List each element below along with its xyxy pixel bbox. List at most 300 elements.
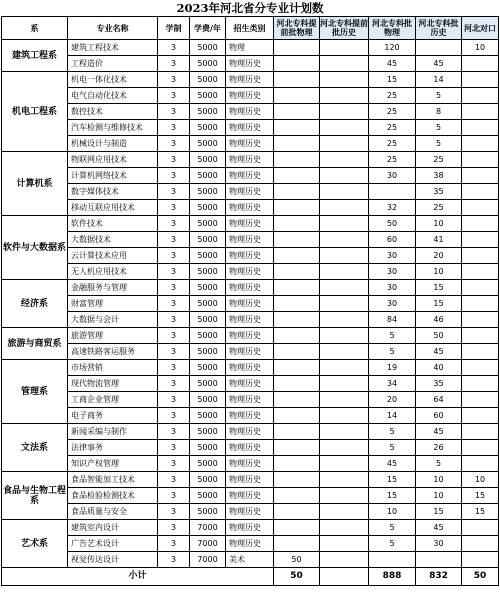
early-history-cell (320, 248, 369, 264)
fee-cell: 5000 (190, 232, 226, 248)
fee-cell: 5000 (190, 248, 226, 264)
batch-physics-cell: 30 (369, 296, 416, 312)
years-cell: 3 (158, 488, 190, 504)
table-row (2, 296, 499, 312)
years-cell: 3 (158, 280, 190, 296)
early-physics-cell (274, 376, 320, 392)
batch-physics-cell: 120 (369, 40, 416, 56)
early-history-cell (320, 232, 369, 248)
fee-cell: 5000 (190, 424, 226, 440)
years-cell: 3 (158, 296, 190, 312)
counterpart-cell (462, 440, 499, 456)
batch-physics-cell: 5 (369, 536, 416, 552)
table-row (2, 200, 499, 216)
early-physics-cell (274, 184, 320, 200)
fee-cell: 5000 (190, 152, 226, 168)
major-cell: 机械设计与制造 (68, 136, 158, 152)
table-row (2, 264, 499, 280)
batch-history-cell: 26 (416, 440, 462, 456)
fee-cell: 5000 (190, 376, 226, 392)
department-cell: 经济系 (2, 280, 68, 328)
batch-history-cell: 35 (416, 184, 462, 200)
batch-history-cell: 5 (416, 456, 462, 472)
fee-cell: 5000 (190, 280, 226, 296)
header-dept: 系 (2, 17, 68, 40)
early-physics-cell (274, 264, 320, 280)
major-cell: 建筑工程技术 (68, 40, 158, 56)
department-cell: 计算机系 (2, 152, 68, 216)
early-physics-cell (274, 440, 320, 456)
batch-physics-cell: 25 (369, 88, 416, 104)
header-fee: 学费/年 (190, 17, 226, 40)
table-row (2, 88, 499, 104)
department-cell: 建筑工程系 (2, 40, 68, 72)
department-cell: 旅游与商贸系 (2, 328, 68, 360)
major-cell: 食品质量与安全 (68, 504, 158, 520)
batch-history-cell: 35 (416, 376, 462, 392)
category-cell: 美术 (226, 552, 274, 568)
category-cell: 物理历史 (226, 168, 274, 184)
department-cell: 软件与大数据系 (2, 216, 68, 280)
batch-physics-cell: 60 (369, 232, 416, 248)
batch-physics-cell: 15 (369, 72, 416, 88)
major-cell: 高速铁路客运服务 (68, 344, 158, 360)
sheet-title: 2023年河北省分专业计划数 (176, 1, 324, 15)
category-cell: 物理历史 (226, 152, 274, 168)
major-cell: 工商企业管理 (68, 392, 158, 408)
counterpart-cell: 10 (462, 40, 499, 56)
early-physics-cell (274, 520, 320, 536)
header-early-history: 河北专科提前批历史 (320, 17, 369, 40)
counterpart-cell (462, 248, 499, 264)
early-physics-cell (274, 392, 320, 408)
header-row (2, 17, 499, 40)
counterpart-cell (462, 408, 499, 424)
years-cell: 3 (158, 232, 190, 248)
category-cell: 物理历史 (226, 200, 274, 216)
batch-history-cell: 30 (416, 536, 462, 552)
major-cell: 金融服务与管理 (68, 280, 158, 296)
years-cell: 3 (158, 136, 190, 152)
table-row (2, 424, 499, 440)
early-history-cell (320, 456, 369, 472)
batch-history-cell: 10 (416, 488, 462, 504)
fee-cell: 5000 (190, 456, 226, 472)
category-cell: 物理历史 (226, 72, 274, 88)
major-cell: 电子商务 (68, 408, 158, 424)
batch-history-cell: 50 (416, 328, 462, 344)
major-cell: 移动互联应用技术 (68, 200, 158, 216)
fee-cell: 5000 (190, 56, 226, 72)
table-row (2, 136, 499, 152)
major-cell: 汽车检测与维修技术 (68, 120, 158, 136)
years-cell: 3 (158, 328, 190, 344)
early-history-cell (320, 552, 369, 568)
fee-cell: 5000 (190, 488, 226, 504)
major-cell: 数字媒体技术 (68, 184, 158, 200)
counterpart-cell (462, 104, 499, 120)
table-body (2, 40, 499, 568)
major-cell: 新闻采编与制作 (68, 424, 158, 440)
batch-history-cell: 10 (416, 264, 462, 280)
early-physics-cell (274, 472, 320, 488)
early-history-cell (320, 56, 369, 72)
category-cell: 物理历史 (226, 376, 274, 392)
table-row (2, 40, 499, 56)
years-cell: 3 (158, 392, 190, 408)
fee-cell: 5000 (190, 392, 226, 408)
category-cell: 物理历史 (226, 360, 274, 376)
years-cell: 3 (158, 56, 190, 72)
years-cell: 3 (158, 344, 190, 360)
fee-cell: 5000 (190, 504, 226, 520)
header-major: 专业名称 (68, 17, 158, 40)
table-row (2, 312, 499, 328)
years-cell: 3 (158, 184, 190, 200)
fee-cell: 5000 (190, 88, 226, 104)
years-cell: 3 (158, 360, 190, 376)
header-early-physics: 河北专科提前批物理 (274, 17, 320, 40)
counterpart-cell (462, 120, 499, 136)
early-history-cell (320, 376, 369, 392)
category-cell: 物理历史 (226, 392, 274, 408)
early-physics-cell (274, 488, 320, 504)
counterpart-cell (462, 264, 499, 280)
batch-physics-cell: 45 (369, 56, 416, 72)
early-history-cell (320, 408, 369, 424)
table-row (2, 56, 499, 72)
early-physics-cell (274, 536, 320, 552)
years-cell: 3 (158, 504, 190, 520)
batch-physics-cell: 5 (369, 424, 416, 440)
header-category: 招生类别 (226, 17, 274, 40)
counterpart-cell: 10 (462, 472, 499, 488)
category-cell: 物理历史 (226, 456, 274, 472)
early-history-cell (320, 472, 369, 488)
fee-cell: 5000 (190, 264, 226, 280)
early-history-cell (320, 424, 369, 440)
category-cell: 物理历史 (226, 520, 274, 536)
major-cell: 旅游管理 (68, 328, 158, 344)
batch-history-cell: 60 (416, 408, 462, 424)
fee-cell: 5000 (190, 104, 226, 120)
early-history-cell (320, 344, 369, 360)
early-physics-cell (274, 104, 320, 120)
years-cell: 3 (158, 200, 190, 216)
plan-table (1, 16, 499, 586)
table-row (2, 328, 499, 344)
batch-physics-cell (369, 552, 416, 568)
early-physics-cell (274, 248, 320, 264)
batch-history-cell: 38 (416, 168, 462, 184)
years-cell: 3 (158, 216, 190, 232)
early-physics-cell (274, 232, 320, 248)
batch-history-cell: 5 (416, 120, 462, 136)
department-cell: 机电工程系 (2, 72, 68, 152)
table-row (2, 392, 499, 408)
major-cell: 机电一体化技术 (68, 72, 158, 88)
counterpart-cell (462, 88, 499, 104)
early-physics-cell (274, 168, 320, 184)
counterpart-cell (462, 424, 499, 440)
major-cell: 财富管理 (68, 296, 158, 312)
batch-physics-cell: 15 (369, 488, 416, 504)
fee-cell: 5000 (190, 136, 226, 152)
department-cell: 艺术系 (2, 520, 68, 568)
counterpart-cell (462, 152, 499, 168)
batch-history-cell: 40 (416, 360, 462, 376)
early-physics-cell (274, 456, 320, 472)
counterpart-cell (462, 168, 499, 184)
table-row (2, 472, 499, 488)
batch-history-cell (416, 552, 462, 568)
early-history-cell (320, 392, 369, 408)
early-physics-cell (274, 88, 320, 104)
table-row (2, 248, 499, 264)
major-cell: 工程造价 (68, 56, 158, 72)
batch-history-cell: 8 (416, 104, 462, 120)
early-history-cell (320, 536, 369, 552)
years-cell: 3 (158, 264, 190, 280)
batch-history-cell: 25 (416, 152, 462, 168)
table-row (2, 408, 499, 424)
batch-physics-cell: 5 (369, 328, 416, 344)
major-cell: 视觉传达设计 (68, 552, 158, 568)
total-counterpart: 50 (462, 568, 499, 586)
counterpart-cell (462, 296, 499, 312)
early-history-cell (320, 312, 369, 328)
category-cell: 物理历史 (226, 504, 274, 520)
table-row (2, 360, 499, 376)
early-history-cell (320, 504, 369, 520)
category-cell: 物理历史 (226, 104, 274, 120)
batch-physics-cell: 32 (369, 200, 416, 216)
years-cell: 3 (158, 408, 190, 424)
batch-physics-cell (369, 184, 416, 200)
category-cell: 物理历史 (226, 184, 274, 200)
table-row (2, 552, 499, 568)
batch-history-cell: 45 (416, 56, 462, 72)
counterpart-cell (462, 232, 499, 248)
years-cell: 3 (158, 120, 190, 136)
early-physics-cell (274, 504, 320, 520)
major-cell: 无人机应用技术 (68, 264, 158, 280)
batch-physics-cell: 50 (369, 216, 416, 232)
batch-physics-cell: 10 (369, 504, 416, 520)
fee-cell: 5000 (190, 40, 226, 56)
counterpart-cell (462, 328, 499, 344)
major-cell: 建筑室内设计 (68, 520, 158, 536)
counterpart-cell (462, 184, 499, 200)
batch-history-cell: 15 (416, 504, 462, 520)
counterpart-cell (462, 200, 499, 216)
table-row (2, 216, 499, 232)
early-history-cell (320, 40, 369, 56)
table-row (2, 536, 499, 552)
counterpart-cell (462, 376, 499, 392)
batch-physics-cell: 5 (369, 440, 416, 456)
fee-cell: 7000 (190, 552, 226, 568)
early-physics-cell (274, 152, 320, 168)
batch-history-cell: 45 (416, 344, 462, 360)
counterpart-cell (462, 216, 499, 232)
total-early-history (320, 568, 369, 586)
years-cell: 3 (158, 312, 190, 328)
batch-history-cell: 41 (416, 232, 462, 248)
batch-history-cell: 46 (416, 312, 462, 328)
table-row (2, 280, 499, 296)
counterpart-cell (462, 72, 499, 88)
years-cell: 3 (158, 440, 190, 456)
early-physics-cell (274, 424, 320, 440)
category-cell: 物理历史 (226, 280, 274, 296)
table-row (2, 456, 499, 472)
years-cell: 3 (158, 152, 190, 168)
counterpart-cell (462, 280, 499, 296)
batch-history-cell: 10 (416, 216, 462, 232)
table-row (2, 488, 499, 504)
early-physics-cell (274, 344, 320, 360)
batch-physics-cell: 30 (369, 168, 416, 184)
totals-label: 小计 (2, 568, 274, 586)
counterpart-cell: 15 (462, 488, 499, 504)
fee-cell: 7000 (190, 520, 226, 536)
batch-history-cell: 14 (416, 72, 462, 88)
batch-history-cell (416, 40, 462, 56)
table-row (2, 168, 499, 184)
years-cell: 3 (158, 40, 190, 56)
years-cell: 3 (158, 376, 190, 392)
years-cell: 3 (158, 168, 190, 184)
batch-physics-cell: 14 (369, 408, 416, 424)
years-cell: 3 (158, 424, 190, 440)
early-history-cell (320, 520, 369, 536)
batch-physics-cell: 34 (369, 376, 416, 392)
early-history-cell (320, 88, 369, 104)
category-cell: 物理历史 (226, 216, 274, 232)
counterpart-cell (462, 456, 499, 472)
fee-cell: 5000 (190, 184, 226, 200)
table-row (2, 520, 499, 536)
batch-physics-cell: 30 (369, 248, 416, 264)
early-physics-cell (274, 280, 320, 296)
fee-cell: 5000 (190, 168, 226, 184)
batch-physics-cell: 25 (369, 104, 416, 120)
header-years: 学制 (158, 17, 190, 40)
total-batch-history: 832 (416, 568, 462, 586)
batch-history-cell: 20 (416, 248, 462, 264)
early-physics-cell (274, 136, 320, 152)
years-cell: 3 (158, 552, 190, 568)
table-row (2, 344, 499, 360)
counterpart-cell (462, 392, 499, 408)
batch-history-cell: 64 (416, 392, 462, 408)
batch-physics-cell: 5 (369, 344, 416, 360)
batch-history-cell: 10 (416, 472, 462, 488)
early-physics-cell (274, 296, 320, 312)
department-cell: 食品与生物工程系 (2, 472, 68, 520)
header-batch-history: 河北专科批历史 (416, 17, 462, 40)
major-cell: 大数据技术 (68, 232, 158, 248)
fee-cell: 5000 (190, 360, 226, 376)
early-physics-cell (274, 312, 320, 328)
major-cell: 数控技术 (68, 104, 158, 120)
table-row (2, 152, 499, 168)
fee-cell: 5000 (190, 328, 226, 344)
major-cell: 广告艺术设计 (68, 536, 158, 552)
batch-physics-cell: 25 (369, 152, 416, 168)
early-history-cell (320, 120, 369, 136)
total-early-physics: 50 (274, 568, 320, 586)
category-cell: 物理历史 (226, 232, 274, 248)
category-cell: 物理历史 (226, 472, 274, 488)
fee-cell: 5000 (190, 200, 226, 216)
early-physics-cell (274, 200, 320, 216)
early-physics-cell (274, 120, 320, 136)
major-cell: 软件技术 (68, 216, 158, 232)
major-cell: 计算机网络技术 (68, 168, 158, 184)
department-cell: 管理系 (2, 360, 68, 424)
early-physics-cell: 50 (274, 552, 320, 568)
major-cell: 现代物流管理 (68, 376, 158, 392)
early-history-cell (320, 216, 369, 232)
table-row (2, 104, 499, 120)
counterpart-cell (462, 56, 499, 72)
early-physics-cell (274, 56, 320, 72)
fee-cell: 5000 (190, 440, 226, 456)
fee-cell: 5000 (190, 72, 226, 88)
batch-history-cell: 45 (416, 520, 462, 536)
early-history-cell (320, 72, 369, 88)
early-history-cell (320, 440, 369, 456)
counterpart-cell (462, 552, 499, 568)
table-row (2, 376, 499, 392)
fee-cell: 5000 (190, 344, 226, 360)
batch-history-cell: 5 (416, 136, 462, 152)
table-row (2, 184, 499, 200)
major-cell: 云计算技术应用 (68, 248, 158, 264)
batch-history-cell: 25 (416, 200, 462, 216)
category-cell: 物理历史 (226, 424, 274, 440)
category-cell: 物理历史 (226, 408, 274, 424)
table-row (2, 440, 499, 456)
years-cell: 3 (158, 472, 190, 488)
batch-physics-cell: 5 (369, 520, 416, 536)
counterpart-cell (462, 360, 499, 376)
category-cell: 物理 (226, 40, 274, 56)
major-cell: 市场营销 (68, 360, 158, 376)
early-history-cell (320, 488, 369, 504)
category-cell: 物理历史 (226, 264, 274, 280)
early-history-cell (320, 360, 369, 376)
years-cell: 3 (158, 88, 190, 104)
counterpart-cell (462, 312, 499, 328)
category-cell: 物理历史 (226, 88, 274, 104)
batch-history-cell: 15 (416, 296, 462, 312)
counterpart-cell: 15 (462, 504, 499, 520)
batch-physics-cell: 20 (369, 392, 416, 408)
early-history-cell (320, 104, 369, 120)
category-cell: 物理历史 (226, 536, 274, 552)
major-cell: 知识产权管理 (68, 456, 158, 472)
early-history-cell (320, 168, 369, 184)
fee-cell: 7000 (190, 536, 226, 552)
category-cell: 物理历史 (226, 440, 274, 456)
category-cell: 物理历史 (226, 120, 274, 136)
category-cell: 物理历史 (226, 344, 274, 360)
years-cell: 3 (158, 520, 190, 536)
early-physics-cell (274, 216, 320, 232)
